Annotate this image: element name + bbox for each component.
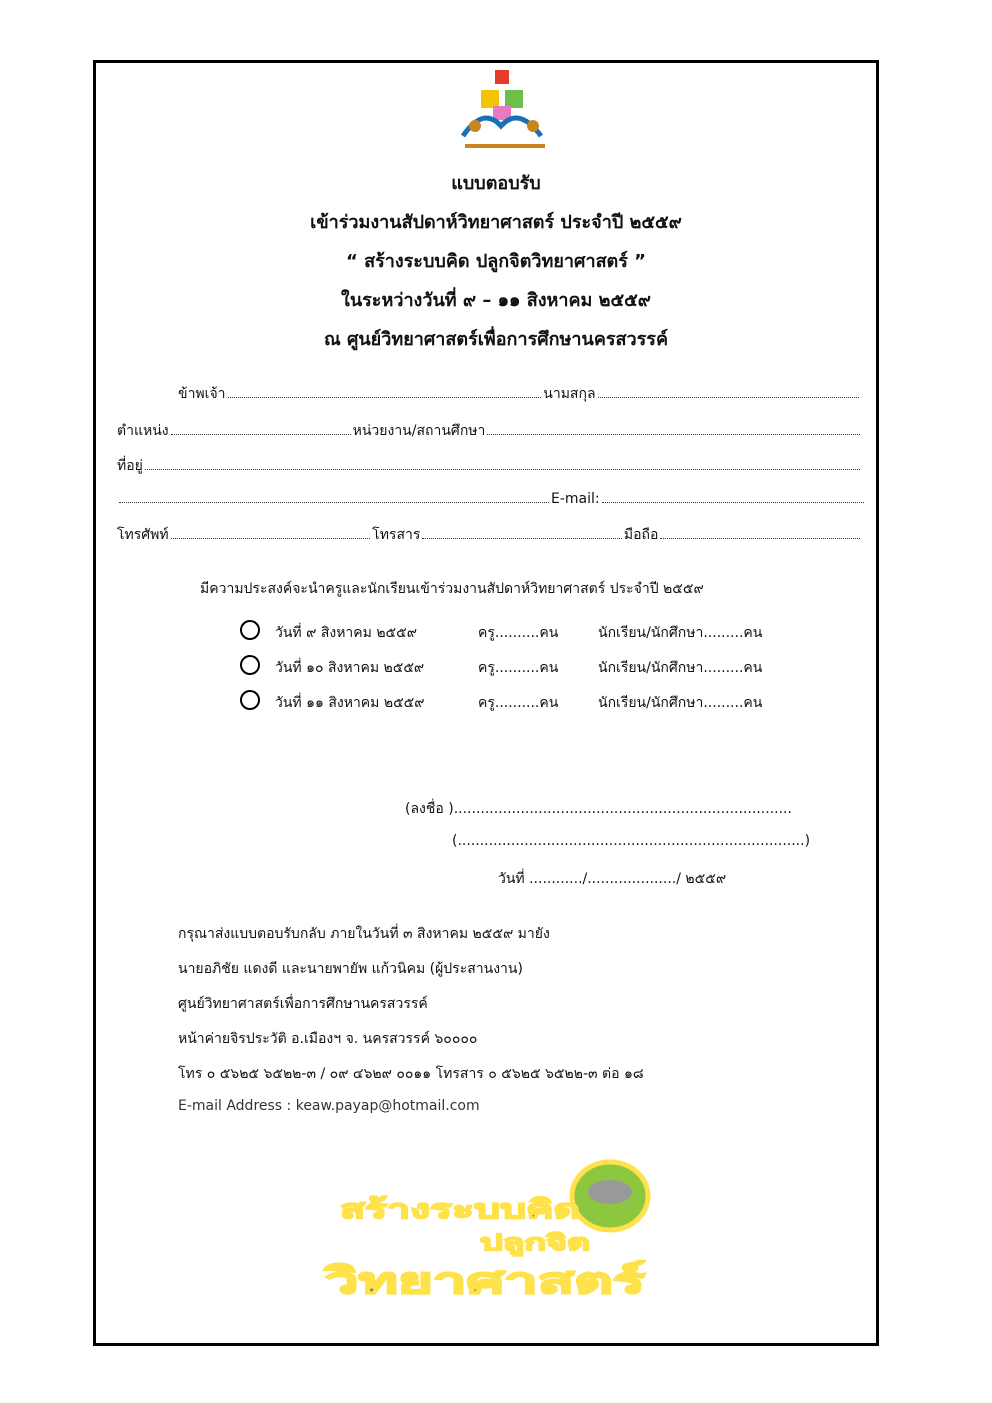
option-date: วันที่ ๑๑ สิงหาคม ๒๕๕๙ (275, 695, 425, 711)
surname-label: นามสกุล (543, 386, 596, 402)
mobile-label: มือถือ (623, 527, 659, 543)
footer-line: นายอภิชัย แดงดี และนายพายัพ แก้วนิคม (ผู้ประสานงาน) (178, 961, 523, 977)
phone-label: โทรศัพท์ (117, 527, 169, 543)
address-field[interactable] (145, 457, 860, 470)
option-date: วันที่ ๑๐ สิงหาคม ๒๕๕๙ (275, 660, 425, 676)
signature-field[interactable]: (ลงชื่อ )............................................................................ (405, 801, 792, 817)
phone-field[interactable] (171, 526, 371, 539)
email-field[interactable] (602, 490, 864, 503)
footer-contact-email: E-mail Address : keaw.payap@hotmail.com (178, 1098, 480, 1114)
radio-day-1[interactable] (240, 620, 260, 640)
option-date: วันที่ ๙ สิงหาคม ๒๕๕๙ (275, 625, 418, 641)
svg-text:สร้างระบบคิด: สร้างระบบคิด (340, 1195, 580, 1225)
svg-text:วิทยาศาสตร์: วิทยาศาสตร์ (325, 1261, 519, 1302)
footer-contact-phone: โทร ๐ ๕๖๒๕ ๖๕๒๒-๓ / ๐๙ ๔๖๒๙ ๐๐๑๑ โทรสาร ๐ ๕๖๒๕ ๖๕๒๒-๓ ต่อ ๑๘ (178, 1066, 644, 1082)
teacher-count-field[interactable]: ครู..........คน (478, 625, 559, 641)
event-name: เข้าร่วมงานสัปดาห์วิทยาศาสตร์ ประจำปี ๒๕๕๙ (310, 212, 682, 233)
phone-row (117, 524, 862, 546)
form-title: แบบตอบรับ (451, 173, 541, 194)
org-label: หน่วยงาน/สถานศึกษา (352, 423, 486, 439)
campaign-logo (320, 1158, 670, 1303)
radio-day-2[interactable] (240, 655, 260, 675)
surname-field[interactable] (598, 385, 859, 398)
event-venue: ณ ศูนย์วิทยาศาสตร์เพื่อการศึกษานครสวรรค์ (323, 329, 669, 350)
email-label: E-mail: (551, 491, 600, 507)
signature-date-field[interactable]: วันที่ ............/..................../ ๒๕๕๙ (498, 871, 727, 887)
student-count-field[interactable]: นักเรียน/นักศึกษา.........คน (598, 625, 763, 641)
fax-field[interactable] (422, 526, 622, 539)
footer-line: ศูนย์วิทยาศาสตร์เพื่อการศึกษานครสวรรค์ (178, 996, 428, 1012)
printed-name-field[interactable]: (..............................................................................) (452, 833, 811, 849)
svg-text:ปลูกจิต: ปลูกจิต (480, 1231, 548, 1256)
address-row (117, 455, 862, 477)
event-dates: ในระหว่างวันที่ ๙ – ๑๑ สิงหาคม ๒๕๕๙ (341, 290, 651, 311)
student-count-field[interactable]: นักเรียน/นักศึกษา.........คน (598, 660, 763, 676)
footer-line: หน้าค่ายจิรประวัติ อ.เมืองฯ จ. นครสวรรค์ ๖๐๐๐๐ (178, 1031, 478, 1047)
science-center-logo (455, 66, 555, 156)
name-label: ข้าพเจ้า (178, 386, 226, 402)
fax-label: โทรสาร (372, 527, 421, 543)
position-label: ตำแหน่ง (117, 423, 169, 439)
address-field-2[interactable] (119, 490, 549, 503)
option-row (240, 620, 800, 644)
position-field[interactable] (171, 422, 351, 435)
name-field[interactable] (228, 385, 542, 398)
footer-line: กรุณาส่งแบบตอบรับกลับ ภายในวันที่ ๓ สิงหาคม ๒๕๕๙ มายัง (178, 926, 550, 942)
address-label: ที่อยู่ (117, 458, 143, 474)
email-row (117, 490, 866, 507)
name-row (178, 383, 861, 405)
option-row (240, 655, 800, 679)
mobile-field[interactable] (660, 526, 860, 539)
option-row (240, 690, 800, 714)
teacher-count-field[interactable]: ครู..........คน (478, 695, 559, 711)
event-theme: “ สร้างระบบคิด ปลูกจิตวิทยาศาสตร์ ” (345, 251, 647, 272)
intent-text: มีความประสงค์จะนำครูและนักเรียนเข้าร่วมงานสัปดาห์วิทยาศาสตร์ ประจำปี ๒๕๕๙ (200, 581, 704, 597)
radio-day-3[interactable] (240, 690, 260, 710)
org-field[interactable] (487, 422, 860, 435)
teacher-count-field[interactable]: ครู..........คน (478, 660, 559, 676)
position-row (117, 420, 862, 442)
student-count-field[interactable]: นักเรียน/นักศึกษา.........คน (598, 695, 763, 711)
